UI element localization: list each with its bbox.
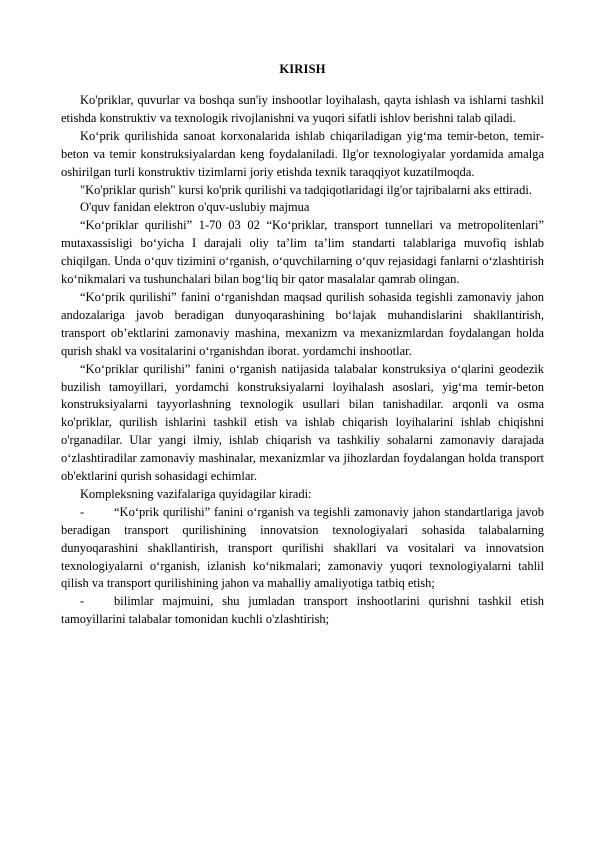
page-title: KIRISH: [279, 62, 326, 76]
list-item: [61, 593, 544, 629]
paragraph: O'quv fanidan elektron o'quv-uslubiy majmua: [80, 200, 310, 215]
list-dash: -: [80, 504, 85, 519]
list-item-text: “Ko‘prik qurilishi” fanini o‘rganish va tegishli zamonaviy jahon standartlariga javob beradigan transport qurilishining innovatsion texnologiyalari sohasida talabalarning dunyoqarashini shakllantirish, transport qurilishi shakllari va vositalari va innovatsion texnologiyalarni o‘rganish, izlanish ko‘nikmalari; zamonaviy yuqori texnologiyalarni tahlil qilish va transport qurilishining jahon va mahalliy amaliyotiga tatbiq etish;: [61, 504, 544, 591]
paragraph: Kompleksning vazifalariga quyidagilar kiradi:: [80, 486, 312, 501]
paragraph: "Ko'priklar qurish" kursi ko'prik qurilishi va tadqiqotlaridagi ilg'or tajribalarni aks ettiradi.: [80, 182, 532, 197]
list-item-text: bilimlar majmuini, shu jumladan transport inshootlarini qurishni tashkil etish tamoyillarini talabalar tomonidan kuchli o'zlashtirish;: [61, 594, 544, 627]
list-item: [61, 504, 544, 594]
paragraph: “Ko‘priklar qurilishi” 1-70 03 02 “Ko‘priklar, transport tunnellari va metropolitenlari” mutaxassisligi bo‘yicha I darajali oliy ta’lim ta’lim standarti talablariga muvofiq ishlab chiqilgan. Unda o‘quv tizimini o‘rganish, o‘quvchilarning o‘quv rejasidagi fanlarni o‘zlashtirish ko‘nikmalari va tushunchalari bilan bog‘liq bir qator masalalar qamrab olingan.: [61, 218, 544, 287]
paragraph: Ko‘prik qurilishida sanoat korxonalarida ishlab chiqariladigan yig‘ma temir-beton, temir-beton va temir konstruksiyalardan keng foydalaniladi. Ilg'or texnologiyalar yordamida amalga oshirilgan turli konstruktiv tizimlarni joriy etishda texnik taraqqiyot kuzatilmoqda.: [61, 128, 544, 179]
paragraph: Ko'priklar, quvurlar va boshqa sun'iy inshootlar loyihalash, qayta ishlash va ishlarni tashkil etishda konstruktiv va texnologik rivojlanishni va yuqori sifatli ishlov berishni talab qiladi.: [61, 93, 544, 125]
paragraph: “Ko‘priklar qurilishi” fanini o‘rganish natijasida talabalar konstruksiya o‘qlarini geodezik buzilish tamoyillari, yordamchi konstruksiyalarni loyihalash asoslari, yig‘ma temir-beton konstruksiyalarni tayyorlashning texnologik usullari bilan tanishadilar. arqonli va osma ko'priklar, qurilish ishlarini tashkil etish va ishlab chiqarish loyihalarini ishlab chiqishni o'rganadilar. Ular yangi ilmiy, ishlab chiqarish va tashkiliy sohalarni zamonaviy darajada o‘zlashtiradilar zamonaviy mashinalar, mexanizmlar va jihozlardan foydalangan holda transport ob'ektlarini qurish sohasidagi echimlar.: [61, 361, 544, 484]
paragraph: “Ko‘prik qurilishi” fanini o‘rganishdan maqsad qurilish sohasida tegishli zamonaviy jahon andozalariga javob beradigan dunyoqarashining bo‘lajak muhandislarini shakllantirish, transport ob’ektlarini zamonaviy mashina, mexanizm va mexanizmlardan foydalangan holda qurish shakl va vositalarini o‘rganishdan iborat. yordamchi inshootlar.: [61, 289, 544, 358]
list-dash: -: [80, 594, 85, 609]
document-page: [61, 60, 544, 629]
